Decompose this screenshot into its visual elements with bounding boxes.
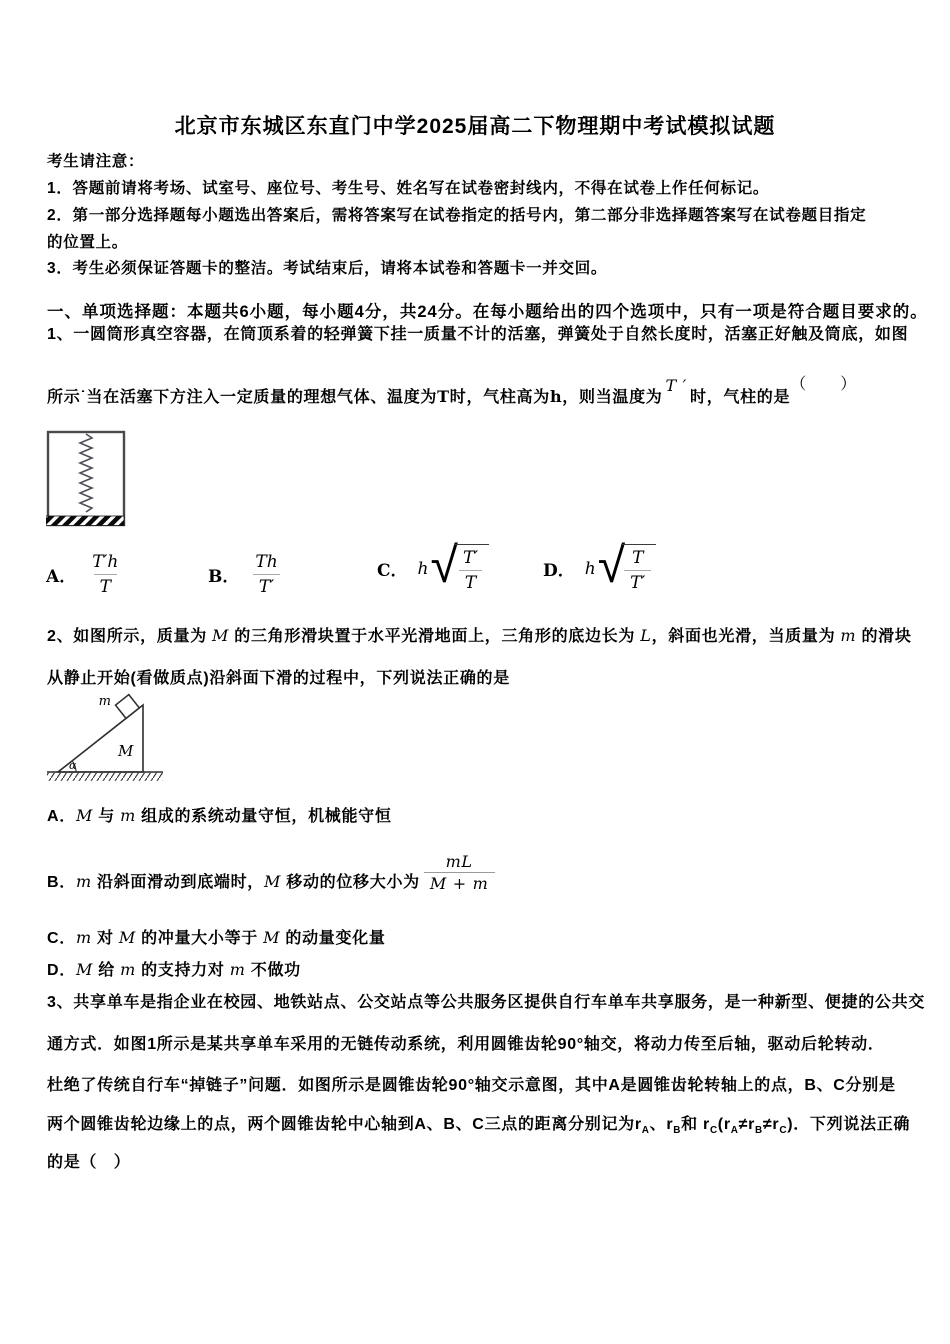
q1-option-a-label: A． <box>46 567 77 587</box>
spring-piston-figure <box>46 428 136 528</box>
angle-label: α <box>69 759 77 772</box>
q1-option-c <box>377 536 489 594</box>
notice-line-2: 2．第一部分选择题每小题选出答案后，需将答案写在试卷指定的括号内，第二部分非选择题答案写在试卷题目指定 <box>47 207 867 224</box>
question-3-text-line-4: 两个圆锥齿轮边缘上的点，两个圆锥齿轮中心轴到A、B、C三点的距离分别记为$r_A$、$r_B$和 $r_C(r_A\ne r_B\ne r_C)$．下列说法正确 <box>47 1116 911 1136</box>
block-mass-label: m <box>98 694 111 709</box>
notice-line-3: 3．考生必须保证答题卡的整洁。考试结束后，请将本试卷和答题卡一并交回。 <box>47 260 608 277</box>
question-1-text-line-1: 1、一圆筒形真空容器，在筒顶系着的轻弹簧下挂一质量不计的活塞，弹簧处于自然长度时，活塞正好触及筒底，如图 <box>47 326 909 343</box>
question-3-text-line-2: 通方式．如图1所示是某共享单车采用的无链传动系统，利用圆锥齿轮90°轴交，将动力传至后轴，驱动后轮转动． <box>47 1036 885 1053</box>
notice-heading: 考生请注意： <box>47 153 145 170</box>
q1-option-a-fraction: $\frac{T'h}{T}$ <box>92 552 119 597</box>
q1-option-d-label: D． <box>543 561 575 581</box>
page-title: 北京市东城区东直门中学2025届高二下物理期中考试模拟试题 <box>174 115 776 138</box>
q1-option-a <box>46 552 124 597</box>
q2-option-b-fraction: $\frac{mL}{M + m}$ <box>424 852 495 893</box>
radical-sign: √ <box>597 536 626 594</box>
q1-option-c-fraction: $\frac{T'}{T}$ <box>457 548 484 593</box>
notice-line-1: 1．答题前请将考场、试室号、座位号、考生号、姓名写在试卷密封线内，不得在试卷上作任何标记。 <box>47 180 770 197</box>
q2-option-c: C．m 对 M 的冲量大小等于 M 的动量变化量 <box>47 928 386 947</box>
q2-option-d: D．M 给 m 的支持力对 m 不做功 <box>47 960 301 979</box>
q1-option-d <box>543 536 656 594</box>
q1-option-c-label: C． <box>377 561 408 581</box>
radical-sign: √ <box>430 536 458 594</box>
notice-line-2-cont: 的位置上。 <box>47 234 129 251</box>
q2-option-b-text: B．m 沿斜面滑动到底端时，M 移动的位移大小为 <box>47 871 420 891</box>
wedge-mass-label: M <box>118 742 134 760</box>
block-square <box>116 695 140 719</box>
spring-zigzag <box>80 434 92 512</box>
q1-option-b <box>208 552 284 597</box>
question-1-text-line-2: 所示˙当在活塞下方注入一定质量的理想气体、温度为T时，气柱高为h，则当温度为T ′时，气柱的是（ ） <box>47 376 858 406</box>
ground-hatch <box>47 773 163 781</box>
q1-option-b-label: B． <box>208 567 240 587</box>
question-3-text-line-1: 3、共享单车是指企业在校园、地铁站点、公交站点等公共服务区提供自行车单车共享服务，是一种新型、便捷的公共交 <box>47 994 925 1011</box>
q1-option-d-fraction: $\frac{T}{T'}$ <box>624 548 651 593</box>
question-3-text-line-5: 的是（ ） <box>47 1154 131 1171</box>
wedge-block-figure <box>45 688 220 788</box>
q2-option-b <box>47 852 495 903</box>
hatched-base <box>46 516 124 526</box>
q1-option-b-fraction: $\frac{Th}{T'}$ <box>249 552 283 597</box>
question-2-text-line-2: 从静止开始(看做质点)沿斜面下滑的过程中，下列说法正确的是 <box>47 670 510 687</box>
q2-option-a: A．M 与 m 组成的系统动量守恒，机械能守恒 <box>47 806 392 825</box>
q1-option-c-sqrt: h √ $\frac{T'}{T}$ <box>418 544 490 593</box>
question-2-text-line-1: 2、如图所示，质量为 M 的三角形滑块置于水平光滑地面上，三角形的底边长为 L，斜面也光滑，当质量为 m 的滑块 <box>47 626 912 645</box>
q1-option-d-sqrt: h √ $\frac{T}{T'}$ <box>585 544 657 593</box>
section-1-heading: 一、单项选择题：本题共6小题，每小题4分，共24分。在每小题给出的四个选项中，只有一项是符合题目要求的。 <box>47 303 928 321</box>
question-3-text-line-3: 杜绝了传统自行车“掉链子”问题．如图所示是圆锥齿轮90°轴交示意图，其中A是圆锥齿轮转轴上的点，B、C分别是 <box>47 1077 896 1094</box>
